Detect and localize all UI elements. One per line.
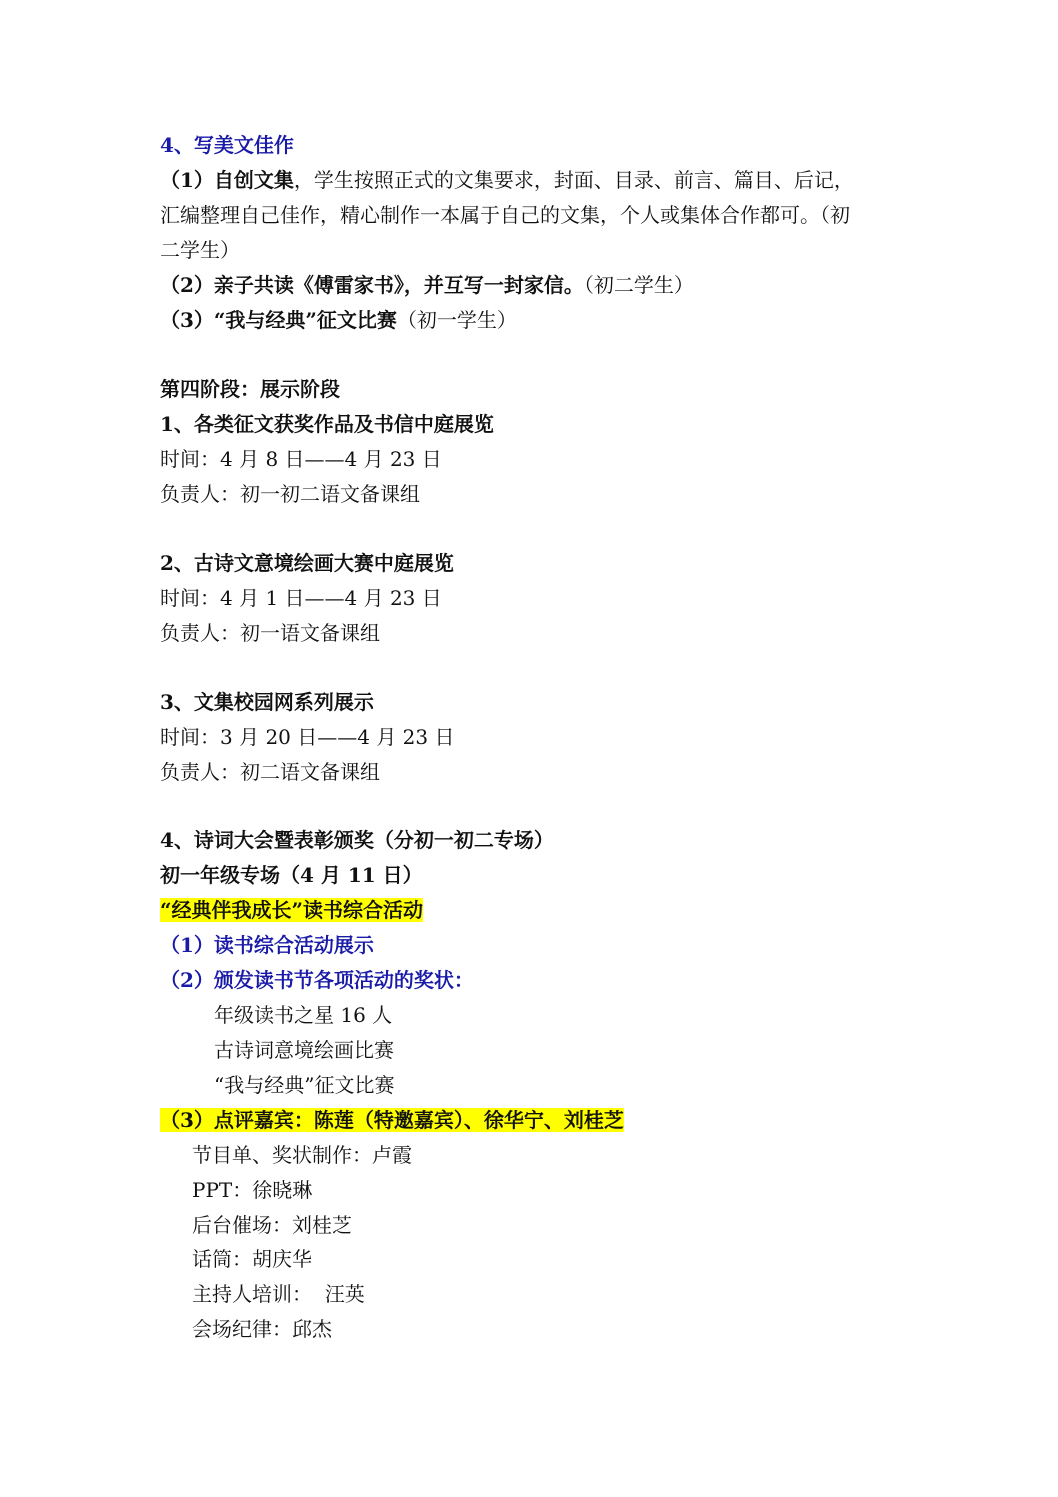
exhibit-heading: 2、古诗文意境绘画大赛中庭展览 <box>160 551 454 575</box>
item1-bold: （1）自创文集 <box>160 168 294 192</box>
activity-title-highlight: “经典伴我成长”读书综合活动 <box>160 898 424 922</box>
step1: （1）读书综合活动展示 <box>160 933 374 957</box>
staff-item: 后台催场：刘桂芝 <box>192 1213 352 1237</box>
award-item: “我与经典”征文比赛 <box>214 1073 395 1097</box>
exhibit-owner: 负责人：初一初二语文备课组 <box>160 482 420 506</box>
exhibit-time: 时间：4 月 8 日——4 月 23 日 <box>160 447 442 471</box>
exhibit-owner: 负责人：初二语文备课组 <box>160 760 380 784</box>
item2-bold: （2）亲子共读《傅雷家书》，并互写一封家信。 <box>160 273 584 297</box>
stage-title: 第四阶段：展示阶段 <box>160 377 340 401</box>
staff-item: PPT：徐晓琳 <box>192 1178 313 1202</box>
award-item: 古诗词意境绘画比赛 <box>214 1038 394 1062</box>
exhibit-time: 时间：4 月 1 日——4 月 23 日 <box>160 586 442 610</box>
paragraph-item1 <box>160 163 854 197</box>
exhibit-heading: 3、文集校园网系列展示 <box>160 690 374 714</box>
exhibit-heading: 1、各类征文获奖作品及书信中庭展览 <box>160 412 494 436</box>
step3 <box>160 1103 624 1137</box>
item1-text: ，学生按照正式的文集要求，封面、目录、前言、篇目、后记， <box>293 168 854 192</box>
staff-item: 节目单、奖状制作：卢霞 <box>192 1143 412 1167</box>
step3-highlight: （3）点评嘉宾：陈莲（特邀嘉宾）、徐华宁、刘桂芝 <box>160 1108 624 1132</box>
activity-title <box>160 893 423 927</box>
section-heading: 4、写美文佳作 <box>160 133 294 157</box>
step2: （2）颁发读书节各项活动的奖状： <box>160 968 474 992</box>
item2-text: （初二学生） <box>583 273 694 297</box>
exhibit-owner: 负责人：初一语文备课组 <box>160 621 380 645</box>
award-item: 年级读书之星 16 人 <box>214 1003 393 1027</box>
paragraph-item2 <box>160 268 694 302</box>
exhibit-time: 时间：3 月 20 日——4 月 23 日 <box>160 725 455 749</box>
paragraph-item3 <box>160 303 517 337</box>
item3-text: （初一学生） <box>396 308 517 332</box>
grade1-title: 初一年级专场（4 月 11 日） <box>160 863 423 887</box>
ceremony-heading: 4、诗词大会暨表彰颁奖（分初一初二专场） <box>160 828 554 852</box>
item1-line2: 汇编整理自己佳作，精心制作一本属于自己的文集，个人或集体合作都可。（初 <box>160 203 850 227</box>
item3-bold: （3）“我与经典”征文比赛 <box>160 308 397 332</box>
staff-item: 话筒：胡庆华 <box>192 1247 312 1271</box>
item1-line3: 二学生） <box>160 238 240 262</box>
staff-item: 会场纪律：邱杰 <box>192 1317 332 1341</box>
staff-item: 主持人培训： 汪英 <box>192 1282 365 1306</box>
